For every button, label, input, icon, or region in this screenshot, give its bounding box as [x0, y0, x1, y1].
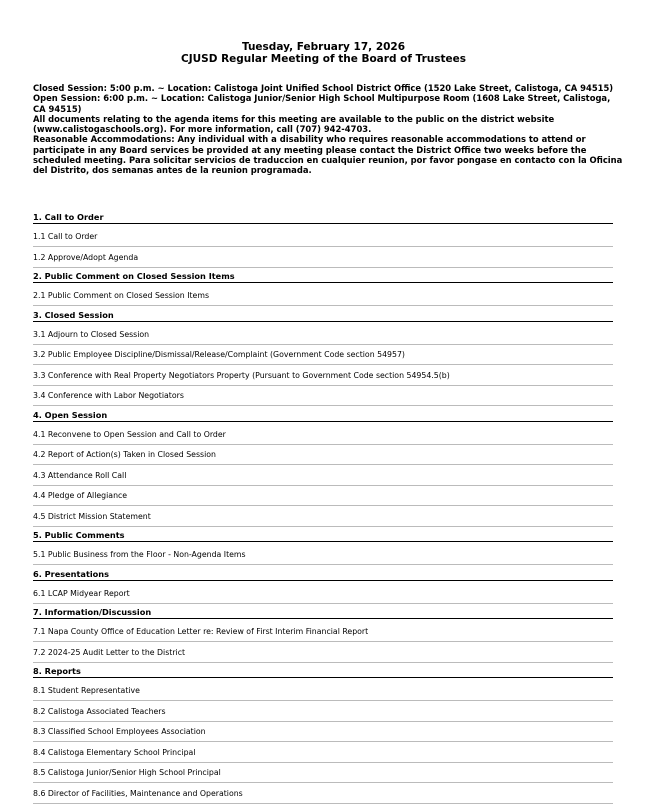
- agenda-item: 8.6 Director of Facilities, Maintenance and Operations: [33, 788, 243, 798]
- item-separator: [33, 700, 613, 701]
- item-separator: [33, 444, 613, 445]
- item-separator: [33, 485, 613, 486]
- section-heading: 4. Open Session: [33, 409, 108, 420]
- item-separator: [33, 267, 613, 268]
- item-separator: [33, 641, 613, 642]
- agenda-item: 4.4 Pledge of Allegiance: [33, 491, 128, 500]
- accommodations-info: Reasonable Accommodations: Any individual with a disability who requires reasonable accommodations to attend or participate in any Board services be provided at any meeting please contact the District Office two weeks before the scheduled meeting. Para solicitar servicios de traduccion en cualquier reunion, por favor pongase en contacto con la Oficina del Distrito, dos semanas antes de la reunion programada.: [33, 134, 623, 176]
- agenda-item: 8.3 Classified School Employees Association: [33, 727, 206, 736]
- section-heading: 1. Call to Order: [33, 212, 104, 222]
- section-rule: [33, 618, 613, 619]
- section-rule: [33, 223, 613, 224]
- section-rule: [33, 580, 613, 581]
- item-separator: [33, 721, 613, 722]
- item-separator: [33, 803, 613, 804]
- documents-info: All documents relating to the agenda items for this meeting are available to the public on the district website (www.calistogaschools.org). For more information, call (707) 942-4703.: [33, 113, 555, 135]
- item-separator: [33, 305, 613, 306]
- agenda-item: 4.1 Reconvene to Open Session and Call to Order: [33, 429, 226, 439]
- meeting-title: CJUSD Regular Meeting of the Board of Trustees: [181, 53, 466, 65]
- item-separator: [33, 385, 613, 386]
- section-rule: [33, 421, 613, 422]
- agenda-item: 8.1 Student Representative: [33, 686, 140, 695]
- item-separator: [33, 464, 613, 465]
- item-separator: [33, 505, 613, 506]
- agenda-item: 3.1 Adjourn to Closed Session: [33, 329, 150, 339]
- agenda-item: 2.1 Public Comment on Closed Session Items: [33, 291, 210, 300]
- closed-session-info: Closed Session: 5:00 p.m. ~ Location: Calistoga Joint Unified School District Office (1520 Lake Street, Calistoga, CA 94515): [33, 83, 614, 93]
- agenda-item: 7.2 2024-25 Audit Letter to the District: [33, 647, 186, 657]
- meeting-date: Tuesday, February 17, 2026: [241, 41, 406, 53]
- section-rule: [33, 282, 613, 283]
- item-separator: [33, 662, 613, 663]
- section-heading: 6. Presentations: [33, 568, 109, 579]
- section-heading: 7. Information/Discussion: [33, 607, 152, 617]
- section-heading: 5. Public Comments: [33, 530, 125, 540]
- section-rule: [33, 321, 613, 322]
- agenda-item: 5.1 Public Business from the Floor - Non-Agenda Items: [33, 550, 246, 559]
- section-rule: [33, 677, 613, 678]
- item-separator: [33, 782, 613, 783]
- agenda-item: 1.2 Approve/Adopt Agenda: [33, 252, 139, 262]
- item-separator: [33, 564, 613, 565]
- item-separator: [33, 246, 613, 247]
- section-rule: [33, 541, 613, 542]
- agenda-item: 3.2 Public Employee Discipline/Dismissal/Release/Complaint (Government Code section 54957): [33, 350, 405, 359]
- section-heading: 3. Closed Session: [33, 309, 114, 320]
- item-separator: [33, 364, 613, 365]
- item-separator: [33, 344, 613, 345]
- agenda-item: 4.2 Report of Action(s) Taken in Closed Session: [33, 450, 216, 459]
- agenda-item: 8.4 Calistoga Elementary School Principal: [33, 747, 196, 757]
- item-separator: [33, 526, 613, 527]
- agenda-item: 3.4 Conference with Labor Negotiators: [33, 391, 184, 400]
- item-separator: [33, 741, 613, 742]
- open-session-info: Open Session: 6:00 p.m. ~ Location: Calistoga Junior/Senior High School Multipurpose Room (1608 Lake Street, Calistoga, CA 94515): [33, 93, 611, 114]
- agenda-item: 6.1 LCAP Midyear Report: [33, 588, 130, 598]
- section-heading: 8. Reports: [33, 666, 81, 676]
- agenda-item: 1.1 Call to Order: [33, 232, 98, 241]
- agenda-item: 8.5 Calistoga Junior/Senior High School Principal: [33, 768, 221, 777]
- agenda-item: 4.5 District Mission Statement: [33, 511, 151, 521]
- agenda-item: 3.3 Conference with Real Property Negotiators Property (Pursuant to Government Code section 54954.5(b): [33, 370, 450, 380]
- meeting-intro: [33, 83, 623, 176]
- agenda-item: 4.3 Attendance Roll Call: [33, 470, 127, 480]
- item-separator: [33, 603, 613, 604]
- agenda-item: 8.2 Calistoga Associated Teachers: [33, 706, 166, 716]
- item-separator: [33, 762, 613, 763]
- section-heading: 2. Public Comment on Closed Session Items: [33, 271, 235, 281]
- agenda-item: 7.1 Napa County Office of Education Letter re: Review of First Interim Financial Report: [33, 627, 369, 636]
- item-separator: [33, 405, 613, 406]
